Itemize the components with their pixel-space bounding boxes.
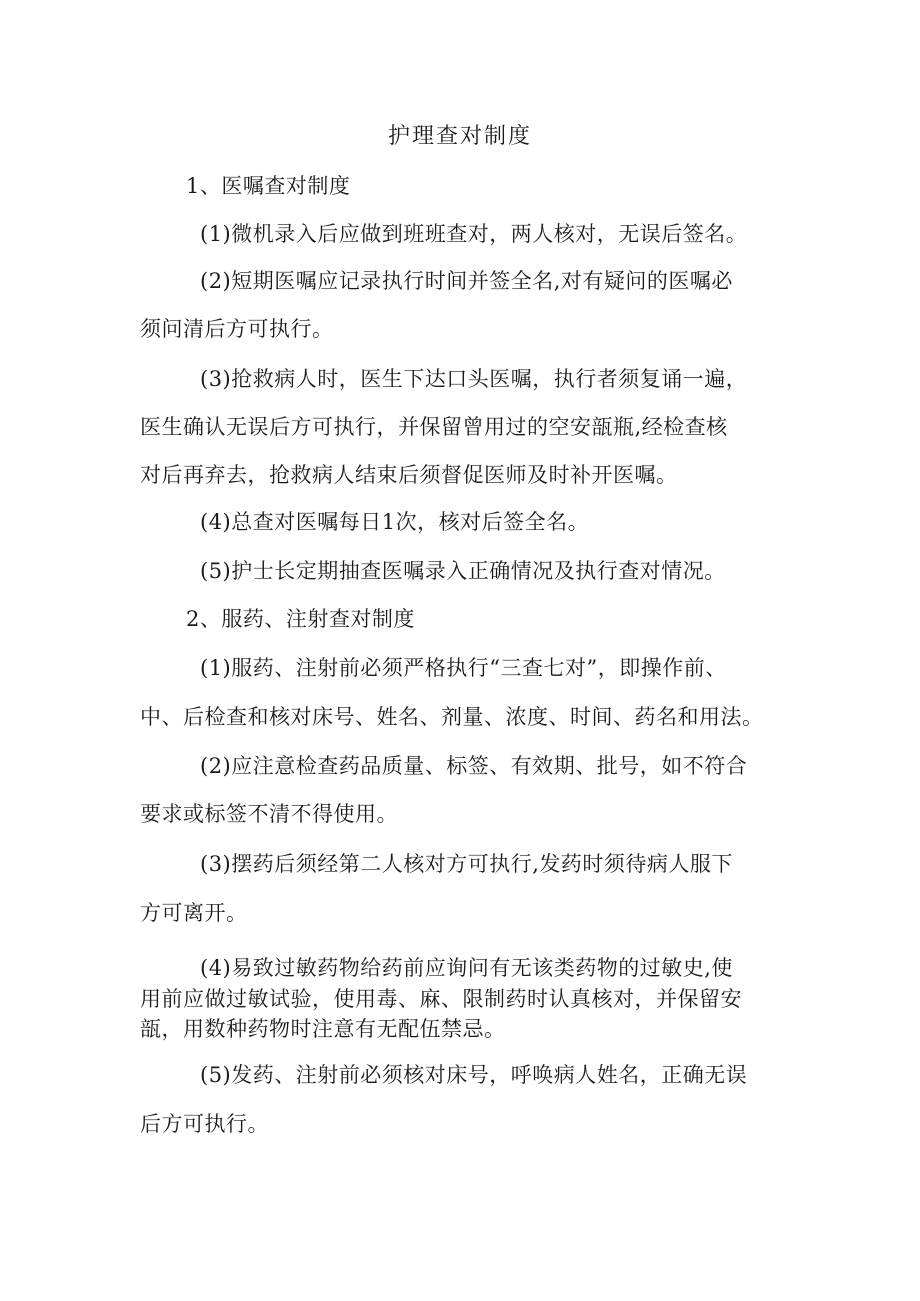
section-1-item-5-line-1: (5)护士长定期抽查医嘱录入正确情况及执行查对情况。 — [200, 559, 726, 583]
section-2-item-4-line-2: 用前应做过敏试验，使用毒、麻、限制药时认真核对，并保留安 — [140, 987, 742, 1011]
section-2-item-5-line-2: 后方可执行。 — [140, 1112, 269, 1136]
section-1-item-2-line-1: (2)短期医嘱应记录执行时间并签全名,对有疑问的医嘱必 — [200, 269, 733, 293]
section-1-item-3-line-2: 医生确认无误后方可执行，并保留曾用过的空安瓿瓶,经检查核 — [140, 415, 728, 439]
section-1-item-4-line-1: (4)总查对医嘱每日1次，核对后签全名。 — [200, 510, 590, 534]
section-2-item-3-line-2: 方可离开。 — [140, 901, 248, 925]
section-1-item-3-line-1: (3)抢救病人时，医生下达口头医嘱，执行者须复诵一遍， — [200, 367, 748, 391]
section-2-item-2-line-2: 要求或标签不清不得使用。 — [140, 802, 398, 826]
section-1-item-2-line-2: 须问清后方可执行。 — [140, 317, 334, 341]
section-heading-1: 1、医嘱查对制度 — [186, 174, 351, 198]
page-title: 护理查对制度 — [387, 124, 532, 149]
section-1-item-3-line-3: 对后再弃去，抢救病人结束后须督促医师及时补开医嘱。 — [140, 463, 678, 487]
section-2-item-5-line-1: (5)发药、注射前必须核对床号，呼唤病人姓名，正确无误 — [200, 1063, 748, 1087]
section-2-item-1-line-2: 中、后检查和核对床号、姓名、剂量、浓度、时间、药名和用法。 — [140, 705, 764, 729]
section-heading-2: 2、服药、注射查对制度 — [186, 607, 415, 631]
section-2-item-2-line-1: (2)应注意检查药品质量、标签、有效期、批号，如不符合 — [200, 754, 748, 778]
section-2-item-4-line-1: (4)易致过敏药物给药前应询问有无该类药物的过敏史,使 — [200, 956, 733, 980]
section-2-item-3-line-1: (3)摆药后须经第二人核对方可执行,发药时须待病人服下 — [200, 852, 733, 876]
section-2-item-4-line-3: 瓿，用数种药物时注意有无配伍禁忌。 — [140, 1017, 506, 1041]
section-1-item-1-line-1: (1)微机录入后应做到班班查对，两人核对，无误后签名。 — [200, 222, 748, 246]
section-2-item-1-line-1: (1)服药、注射前必须严格执行“三查七对”，即操作前、 — [200, 656, 727, 680]
